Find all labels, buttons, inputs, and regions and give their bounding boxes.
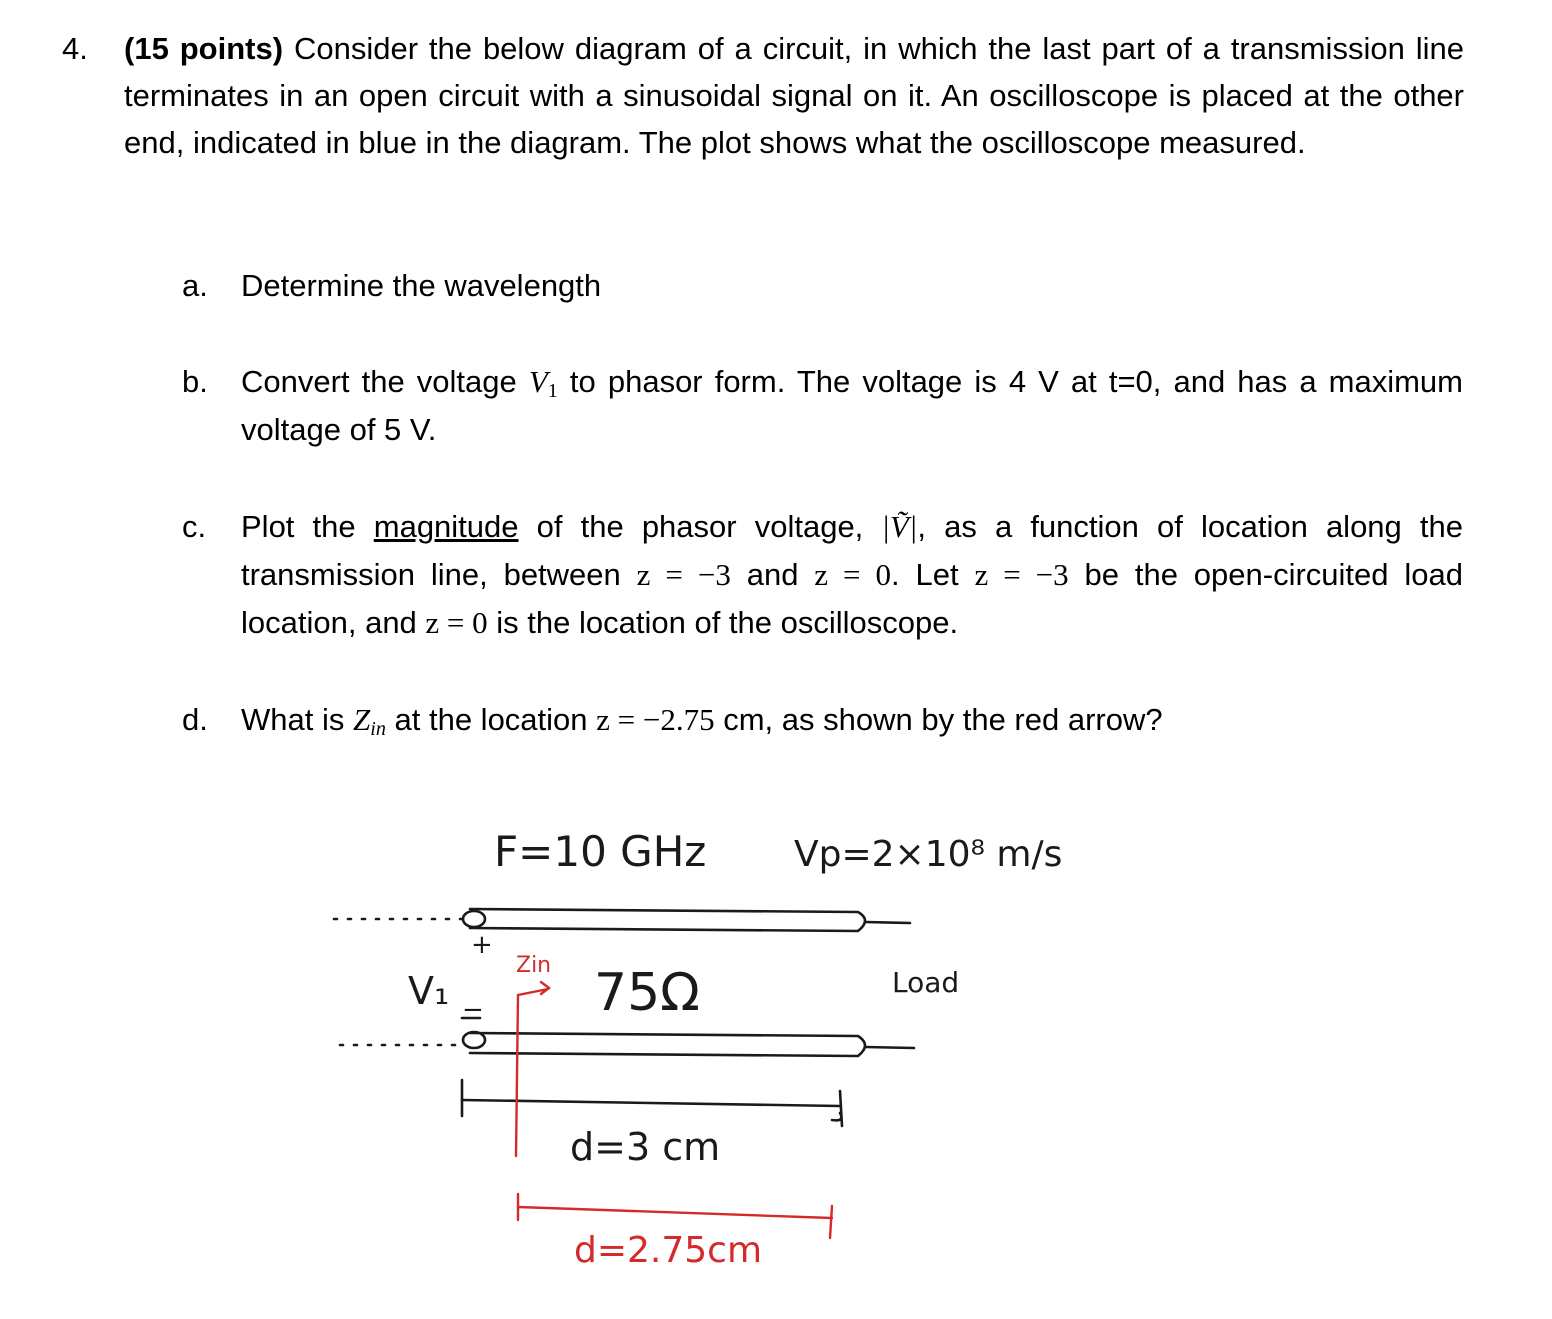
part-c-text-4: and	[730, 557, 815, 592]
part-c-text-6: be the open-circuited load location, and	[241, 557, 1463, 640]
question-intro-text: Consider the below diagram of a circuit, in which the last part of a transmission line terminates in an open circuit with a sinusoidal signal on it. An oscilloscope is placed at the other end, indicated in blue in the diagram. The plot shows what the oscilloscope measured.	[124, 31, 1464, 160]
terminal-top	[463, 911, 485, 927]
conductor-top-stub	[865, 922, 910, 923]
dimension-275cm-line	[518, 1207, 832, 1218]
impedance-label: 75Ω	[594, 963, 700, 1023]
part-c-text-1: Plot the	[241, 509, 374, 544]
distance-3cm-label: d=3 cm	[570, 1125, 721, 1169]
part-b-letter: b.	[182, 364, 208, 399]
dimension-275cm-end	[830, 1206, 832, 1238]
part-b-var: V	[528, 364, 548, 399]
plus-sign: +	[471, 930, 493, 960]
part-a-letter: a.	[182, 268, 208, 303]
v1-label: V₁	[408, 969, 450, 1013]
part-c-eq1: z = −3	[636, 557, 731, 592]
part-d-sub: in	[370, 718, 386, 741]
part-c-eq3: z = −3	[974, 557, 1069, 592]
minus-sign: −	[462, 995, 484, 1025]
conductor-bottom-stub	[865, 1047, 914, 1048]
part-c-text-5: . Let	[891, 557, 975, 592]
part-c-eq4: z = 0	[425, 605, 488, 640]
conductor-bottom	[470, 1033, 865, 1056]
part-b-text-1: Convert the voltage	[241, 364, 529, 399]
part-c-text-7: is the location of the oscilloscope.	[487, 605, 959, 640]
zin-label: Zin	[516, 953, 552, 978]
question-number: 4.	[62, 31, 88, 66]
phase-velocity-label: Vp=2×10⁸ m/s	[794, 834, 1063, 875]
red-arrow	[518, 982, 549, 995]
part-c-eq2: z = 0	[814, 557, 892, 592]
terminal-bottom	[463, 1032, 485, 1048]
part-d-text-2: at the location	[385, 702, 597, 737]
dimension-3cm-line	[462, 1100, 840, 1106]
conductor-top	[470, 909, 865, 931]
part-d-var: Z	[352, 702, 371, 737]
part-d-text-3: cm, as shown by the red arrow?	[714, 702, 1163, 737]
distance-275cm-label: d=2.75cm	[574, 1230, 763, 1271]
part-b-text-2: to phasor form. The voltage is 4 V at t=0, and has a maximum voltage of 5 V.	[241, 364, 1463, 447]
part-c-underlined: magnitude	[373, 509, 519, 544]
question-points: (15 points)	[124, 31, 284, 66]
part-c-text-2: of the phasor voltage,	[518, 509, 882, 544]
load-label: Load	[892, 966, 960, 999]
part-a-text: Determine the wavelength	[241, 268, 602, 303]
part-c-letter: c.	[182, 509, 207, 544]
part-d-letter: d.	[182, 702, 208, 737]
part-d-eq: z = −2.75	[596, 702, 715, 737]
part-d-text-1: What is	[241, 702, 353, 737]
part-b-sub: 1	[547, 380, 558, 403]
frequency-label: F=10 GHz	[494, 827, 707, 876]
part-c-text-3: , as a function of location along the transmission line, between	[241, 509, 1463, 592]
part-c-abs-v: |Ṽ|	[881, 509, 918, 544]
red-marker-line	[516, 995, 518, 1156]
